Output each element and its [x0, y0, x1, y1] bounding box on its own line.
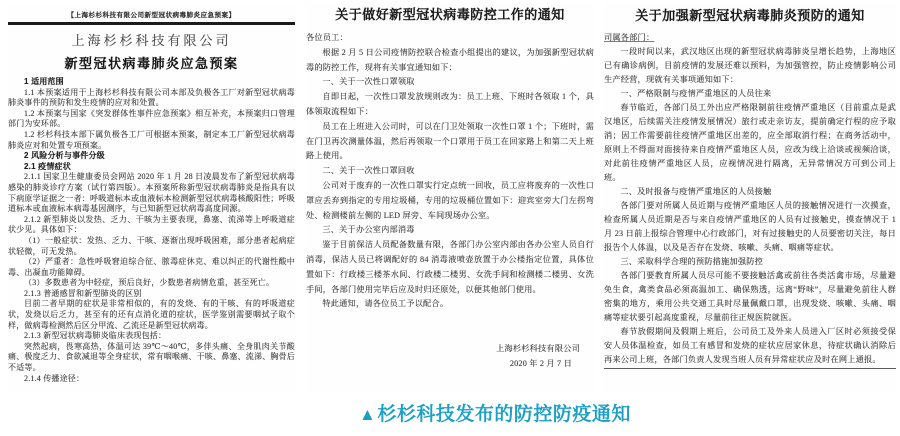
paragraph: 一、严格限制与疫情严重地区的人员往来: [620, 89, 772, 98]
paragraph: 三、采取科学合理的预防措施加强防控: [620, 257, 763, 266]
paragraph: 一、关于一次性口罩领取: [322, 77, 415, 87]
paragraph: 司属各部门：: [604, 33, 655, 42]
paragraph: 突然起病，畏寒高热，体温可达 39℃～40℃，多伴头痛、全身肌肉关节酸痛、极度乏力、食欲减退等全身症状，常有咽喉痛、干咳、鼻塞、流涕、胸骨后不适等。: [8, 341, 295, 373]
paragraph: 2.1.3 新型冠状病毒肺炎临床表现包括：: [24, 331, 167, 341]
document-emergency-plan: [8, 6, 295, 392]
document-body: [604, 31, 896, 369]
figure-caption: [359, 399, 631, 426]
paragraph: 2.1.2 新型肺炎以发热、乏力、干咳为主要表现，鼻塞、流涕等上呼吸道症状少见。具体如下：: [8, 214, 295, 235]
triangle-marker-icon: ▲: [359, 405, 377, 424]
paragraph: 上海杉杉科技有限公司: [496, 343, 580, 353]
paragraph: [306, 327, 594, 342]
paragraph: 二、关于一次性口罩回收: [322, 166, 415, 176]
paragraph: 春节临近，各部门员工外出应严格限制前往疫情严重地区（目前重点是武汉地区，后续需关注疫情发展情况）旅行或走亲访友，提前确定行程的应予取消；因工作需要前往疫情严重地区出差的，应全部取消行程；在商务活动中，原则上不得面对面接待来自疫情严重地区人员，应改为线上洽谈或视频洽谈，对此前往疫情严重地区人员，应视情况进行隔离，无异常情况方可到公司上班。: [604, 103, 896, 182]
paragraph: 自即日起，一次性口罩发放规则改为：员工上班、下班时各领取 1 个，具体领取流程如下：: [306, 92, 594, 116]
paragraph: 二、及时报备与疫情严重地区的人员接触: [620, 187, 772, 196]
paragraph: 根据 2 月 5 日公司疫情防控联合检查小组提出的建议，为加强新型冠状病毒的防控工作，现将有关事宜通知如下：: [306, 47, 594, 72]
notice-title: 关于加强新型冠状病毒肺炎预防的通知: [635, 8, 865, 23]
paragraph: （3）多数患者为中轻症，预后良好，少数患者病情危重，甚至死亡。: [24, 278, 275, 288]
paragraph: 公司对于废弃的一次性口罩实行定点统一回收，员工应将废弃的一次性口罩应丢弃到指定的专用垃圾桶，专用的垃圾桶位置如下：迎宾室旁大门左拐弯处、检测楼前左侧的 LED 屏旁、车间现场办公室。: [306, 180, 594, 220]
figure-caption-text: 杉杉科技发布的防控防疫通知: [377, 404, 631, 425]
document-body: [8, 77, 295, 384]
paragraph: 2.1.4 传播途径：: [24, 373, 85, 383]
paragraph: 1.1 本预案适用于上海杉杉科技有限公司本部及负极各工厂对新型冠状病毒肺炎事件的预防和发生疫情的应对和处置。: [8, 87, 295, 108]
paragraph: 春节放假期间及假期上班后，公司员工及外来人员进入厂区时必须接受保安人员体温检查，如员工有感冒和发烧的症状应居家休息，待症状确认消除后再来公司上班，各部门负责人发现当班人员有异常症状应及时在网上通报。: [604, 325, 896, 369]
paragraph: 三、关于办公室内部消毒: [322, 225, 415, 235]
paragraph: 1.2 杉杉科技本部下属负极各工厂可根据本预案，制定本工厂新型冠状病毒肺炎应对和处置专项预案。: [8, 129, 295, 150]
document-prevention-notice: [604, 3, 896, 392]
paragraph: 一段时间以来，武汉地区出现的新型冠状病毒肺炎呈增长趋势，上海地区已有确诊病例，目前疫情的发展还难以预料，为加强管控，防止疫情影响公司生产经营，现就有关事项通知如下：: [604, 47, 896, 84]
paragraph: 2.1.1 国家卫生健康委员会网站 2020 年 1 月 28 日凌晨发布了新型冠状病毒感染的肺炎诊疗方案（试行第四版）。本预案所称新型冠状病毒肺炎是指具有以下病原学证据之一者：呼吸道标本或血液标本检测新型冠状病毒核酸阳性；呼吸道标本或血液标本病毒基因测序，与已知新型冠状病毒高度同源。: [8, 172, 295, 214]
document-body: [306, 31, 594, 371]
paragraph: （2）严重者：急性呼吸窘迫综合征、脓毒症休克、难以纠正的代谢性酸中毒、出凝血功能障碍。: [8, 257, 295, 277]
document-header-note: 【上海杉杉科技有限公司新型冠状病毒肺炎应急预案】: [67, 12, 236, 19]
paragraph: 1.2 本预案与国家《突发群体性事件应急预案》相互补充，本预案归口管理部门为安环部。: [8, 108, 295, 129]
paragraph: （1）一般症状：发热、乏力、干咳、逐渐出现呼吸困难，部分患者起病症状轻微，可无发热。: [8, 235, 295, 256]
paragraph: 1 适用范围: [24, 77, 64, 86]
company-name-title: 上海杉杉科技有限公司: [71, 33, 232, 48]
paragraph: 各位员工：: [306, 33, 348, 42]
header-divider: [8, 22, 295, 25]
paragraph: 2020 年 2 月 7 日: [509, 358, 572, 368]
paragraph: 各部门要教育所属人员尽可能不要接触活禽或前往各类活禽市场，尽量避免生食，禽类食品必须高温加工、确保熟透，远离“野味”，尽量避免前往人群密集的地方，乘用公共交通工具时尽量佩戴口罩，出现发烧、咳嗽、头痛、咽痛等症状要引起高度重视，尽量前往正规医院就医。: [604, 271, 896, 322]
paragraph: 2 风险分析与事件分级: [24, 151, 105, 161]
paragraph: 员工在上班进入公司时，可以在门卫处领取一次性口罩 1 个；下班时，需在门卫再次测量体温，然后再领取一个口罩用于员工在回家路上和第二天上班路上使用。: [306, 121, 594, 161]
notice-title: 关于做好新型冠状病毒防控工作的通知: [335, 7, 565, 22]
paragraph: [306, 312, 594, 327]
paragraph: 各部门要对所属人员近期与疫情严重地区人员的接触情况进行一次摸查，检查所属人员近期是否与来自疫情严重地区的人员有过接触史，摸查情况于 1 月 23 日前上报综合管理中心行政部门，对有过接触史的人员要密切关注，每日报告个人体温，以及是否存在发烧、咳嗽、头痛、咽痛等症状。: [604, 201, 896, 252]
plan-title: 新型冠状病毒肺炎应急预案: [64, 56, 239, 71]
paragraph: 鉴于目前保洁人员配备数量有限，各部门办公室内部由各办公室人员自行消毒，保洁人员已将调配好的 84 消毒液喷壶放置于办公楼指定位置，具体位置如下：行政楼三楼茶水间、行政楼二楼男、女洗手间和检测楼二楼男、女洗手间，各部门使用完毕后应及时归还原处，以便其他部门使用。: [306, 240, 594, 294]
paragraph: 特此通知，请各位员工予以配合。: [322, 299, 449, 309]
paragraph: 2.1.3 普通感冒和新型肺炎的区别: [24, 288, 142, 298]
paragraph: 2.1 疫情症状: [24, 161, 71, 171]
document-mask-notice: [306, 2, 594, 392]
paragraph: 目前二者早期的症状是非常相似的，有的发烧、有的干咳、有的呼吸道症状，发烧以后乏力，甚至有的还有点消化道的症状，医学鉴别需要咽拭子取个样，做病毒检测然后区分甲流、乙流还是新型冠状病毒。: [8, 299, 295, 330]
